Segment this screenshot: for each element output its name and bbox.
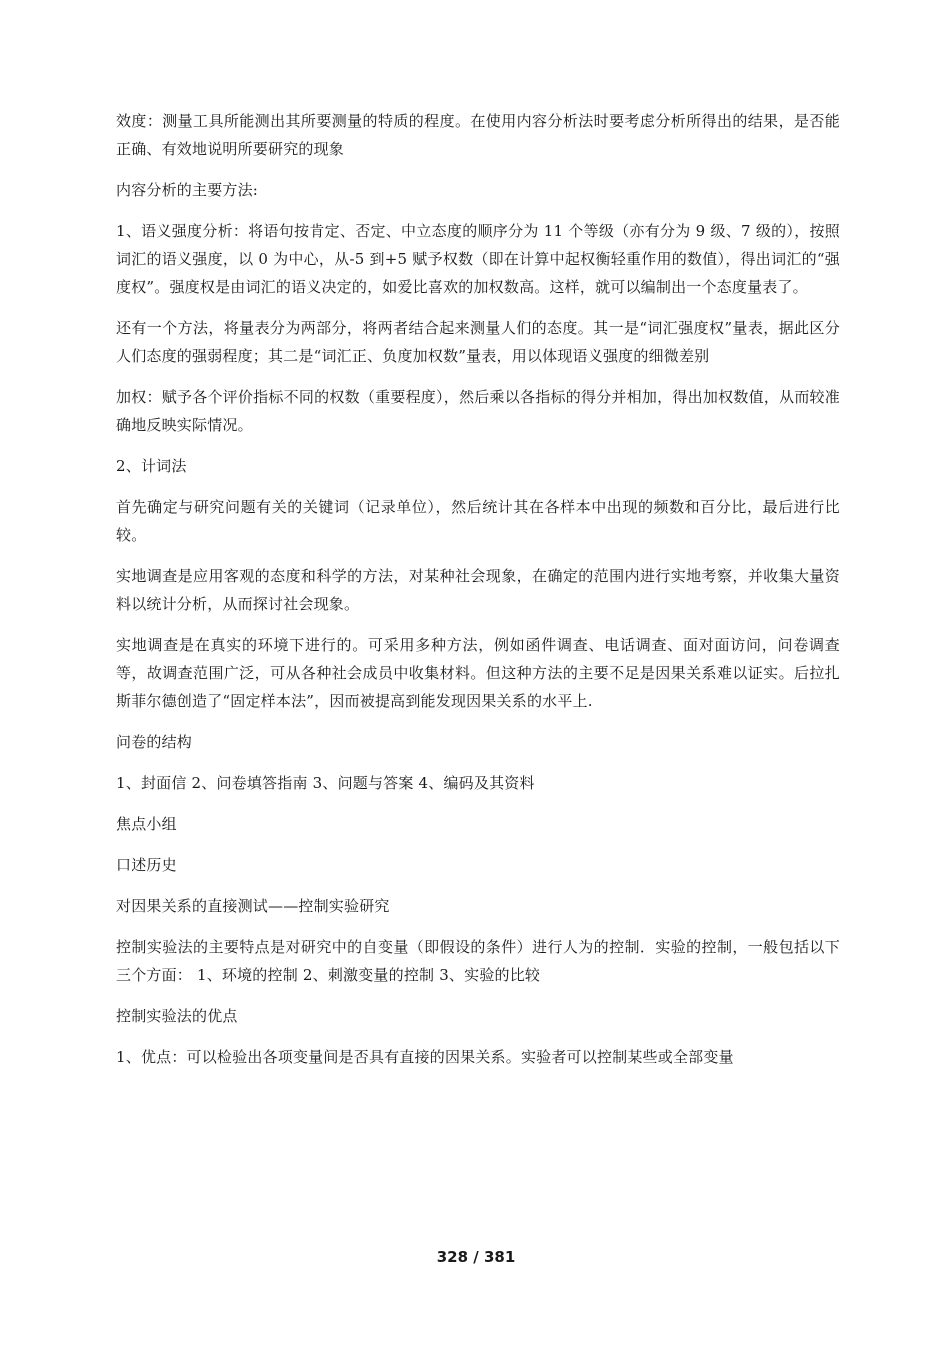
paragraph-questionnaire-structure-list: 1、封面信 2、问卷填答指南 3、问题与答案 4、编码及其资料 (116, 774, 535, 792)
paragraph-controlled-experiment-heading: 对因果关系的直接测试——控制实验研究 (116, 897, 390, 915)
paragraph-validity-definition: 效度：测量工具所能测出其所要测量的特质的程度。在使用内容分析法时要考虑分析所得出的结果，是否能正确、有效地说明所要研究的现象 (116, 112, 840, 158)
paragraph-controlled-experiment-advantage-1: 1、优点：可以检验出各项变量间是否具有直接的因果关系。实验者可以控制某些或全部变量 (116, 1048, 734, 1066)
paragraph-weighting: 加权：赋予各个评价指标不同的权数（重要程度），然后乘以各指标的得分并相加，得出加权数值，从而较准确地反映实际情况。 (116, 388, 840, 434)
paragraph-focus-group: 焦点小组 (116, 815, 177, 833)
page-body (116, 107, 840, 1084)
paragraph-field-survey-definition: 实地调查是应用客观的态度和科学的方法，对某种社会现象，在确定的范围内进行实地考察，并收集大量资料以统计分析，从而探讨社会现象。 (116, 567, 840, 613)
paragraph-content-analysis-methods-heading: 内容分析的主要方法: (116, 181, 259, 199)
paragraph-questionnaire-structure-heading: 问卷的结构 (116, 733, 193, 751)
paragraph-controlled-experiment-advantages-heading: 控制实验法的优点 (116, 1007, 238, 1025)
paragraph-word-count-method: 首先确定与研究问题有关的关键词（记录单位），然后统计其在各样本中出现的频数和百分比，最后进行比较。 (116, 498, 840, 544)
paragraph-word-count-heading: 2、计词法 (116, 457, 187, 475)
paragraph-field-survey-details: 实地调查是在真实的环境下进行的。可采用多种方法，例如函件调查、电话调查、面对面访问，问卷调查等，故调查范围广泛，可从各种社会成员中收集材料。但这种方法的主要不足是因果关系难以证实。后拉扎斯菲尔德创造了“固定样本法”，因而被提高到能发现因果关系的水平上. (116, 636, 840, 710)
paragraph-two-part-scale: 还有一个方法，将量表分为两部分，将两者结合起来测量人们的态度。其一是“词汇强度权”量表，据此区分人们态度的强弱程度；其二是“词汇正、负度加权数”量表，用以体现语义强度的细微差别 (116, 319, 840, 365)
page-number: 328 / 381 (436, 1248, 516, 1266)
paragraph-controlled-experiment-features: 控制实验法的主要特点是对研究中的自变量（即假设的条件）进行人为的控制．实验的控制，一般包括以下三个方面： 1、环境的控制 2、刺激变量的控制 3、实验的比较 (116, 938, 840, 984)
paragraph-oral-history: 口述历史 (116, 856, 177, 874)
paragraph-semantic-intensity-analysis: 1、语义强度分析：将语句按肯定、否定、中立态度的顺序分为 11 个等级（亦有分为 9 级、7 级的），按照词汇的语义强度，以 0 为中心，从-5 到+5 赋予权数（即在计算中起权衡轻重作用的数值），得出词汇的“强度权”。强度权是由词汇的语义决定的，如爱比喜欢的加权数高。这样，就可以编制出一个态度量表了。 (116, 222, 840, 296)
